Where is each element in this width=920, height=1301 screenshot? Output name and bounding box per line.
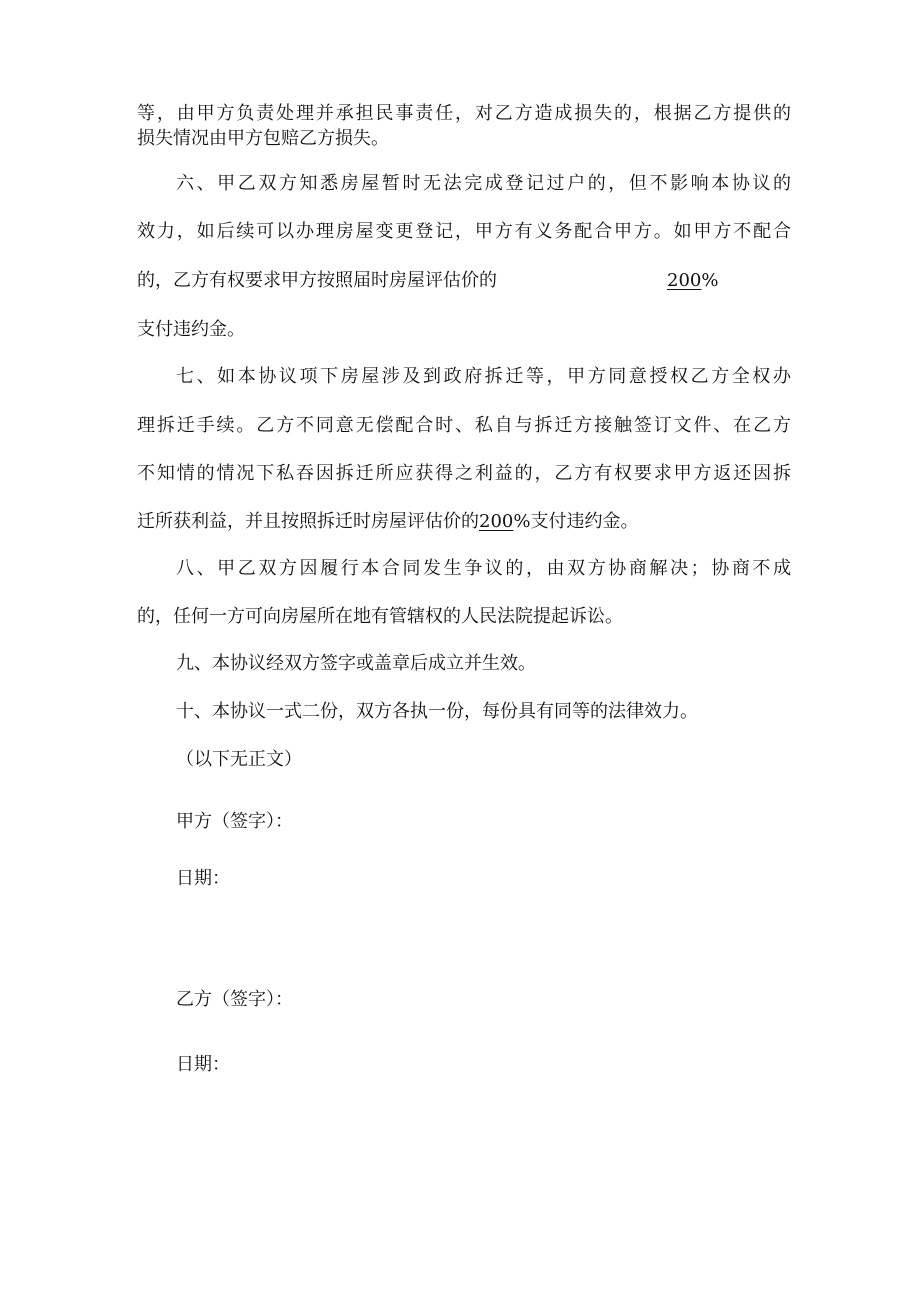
party-b-signature-label: 乙方（签字）：: [176, 989, 293, 1010]
p9: 九、本协议经双方签字或盖章后成立并生效。: [176, 653, 536, 674]
p5-line-2: 损失情况由甲方包赔乙方损失。: [137, 128, 389, 149]
p7-line-1: 七、如本协议项下房屋涉及到政府拆迁等，甲方同意授权乙方全权办: [176, 366, 791, 387]
p8-line-1: 八、甲乙双方因履行本合同发生争议的，由双方协商解决；协商不成: [176, 558, 791, 579]
p5-line-1: 等，由甲方负责处理并承担民事责任，对乙方造成损失的，根据乙方提供的: [137, 103, 791, 124]
p6-line-3-text: 的，乙方有权要求甲方按照届时房屋评估价的: [137, 270, 497, 291]
p7-line-3: 不知情的情况下私吞因拆迁所应获得之利益的，乙方有权要求甲方返还因拆: [137, 463, 791, 484]
penalty-rate-2: 200: [479, 511, 514, 532]
p7-line-4-text: 迁所获利益，并且按照拆迁时房屋评估价的: [137, 511, 479, 532]
p6-line-3: [137, 269, 718, 293]
no-more-text: （以下无正文）: [176, 749, 302, 770]
p8-line-2: 的，任何一方可向房屋所在地有管辖权的人民法院提起诉讼。: [137, 606, 623, 627]
p7-line-2: 理拆迁手续。乙方不同意无偿配合时、私自与拆迁方接触签订文件、在乙方: [137, 415, 791, 436]
p10: 十、本协议一式二份，双方各执一份，每份具有同等的法律效力。: [176, 701, 698, 722]
p6-line-1: 六、甲乙双方知悉房屋暂时无法完成登记过户的，但不影响本协议的: [176, 173, 791, 194]
p7-line-4-tail: %支付违约金。: [513, 511, 639, 532]
party-a-signature-label: 甲方（签字）：: [176, 811, 293, 832]
penalty-rate-1-sign: %: [701, 270, 719, 291]
p7-line-4: [137, 510, 638, 534]
party-b-date-label: 日期：: [176, 1054, 230, 1075]
party-a-date-label: 日期：: [176, 868, 230, 889]
p6-line-4: 支付违约金。: [137, 319, 245, 340]
p6-line-2: 效力，如后续可以办理房屋变更登记，甲方有义务配合甲方。如甲方不配合: [137, 221, 791, 242]
penalty-rate-1: 200: [667, 270, 702, 291]
